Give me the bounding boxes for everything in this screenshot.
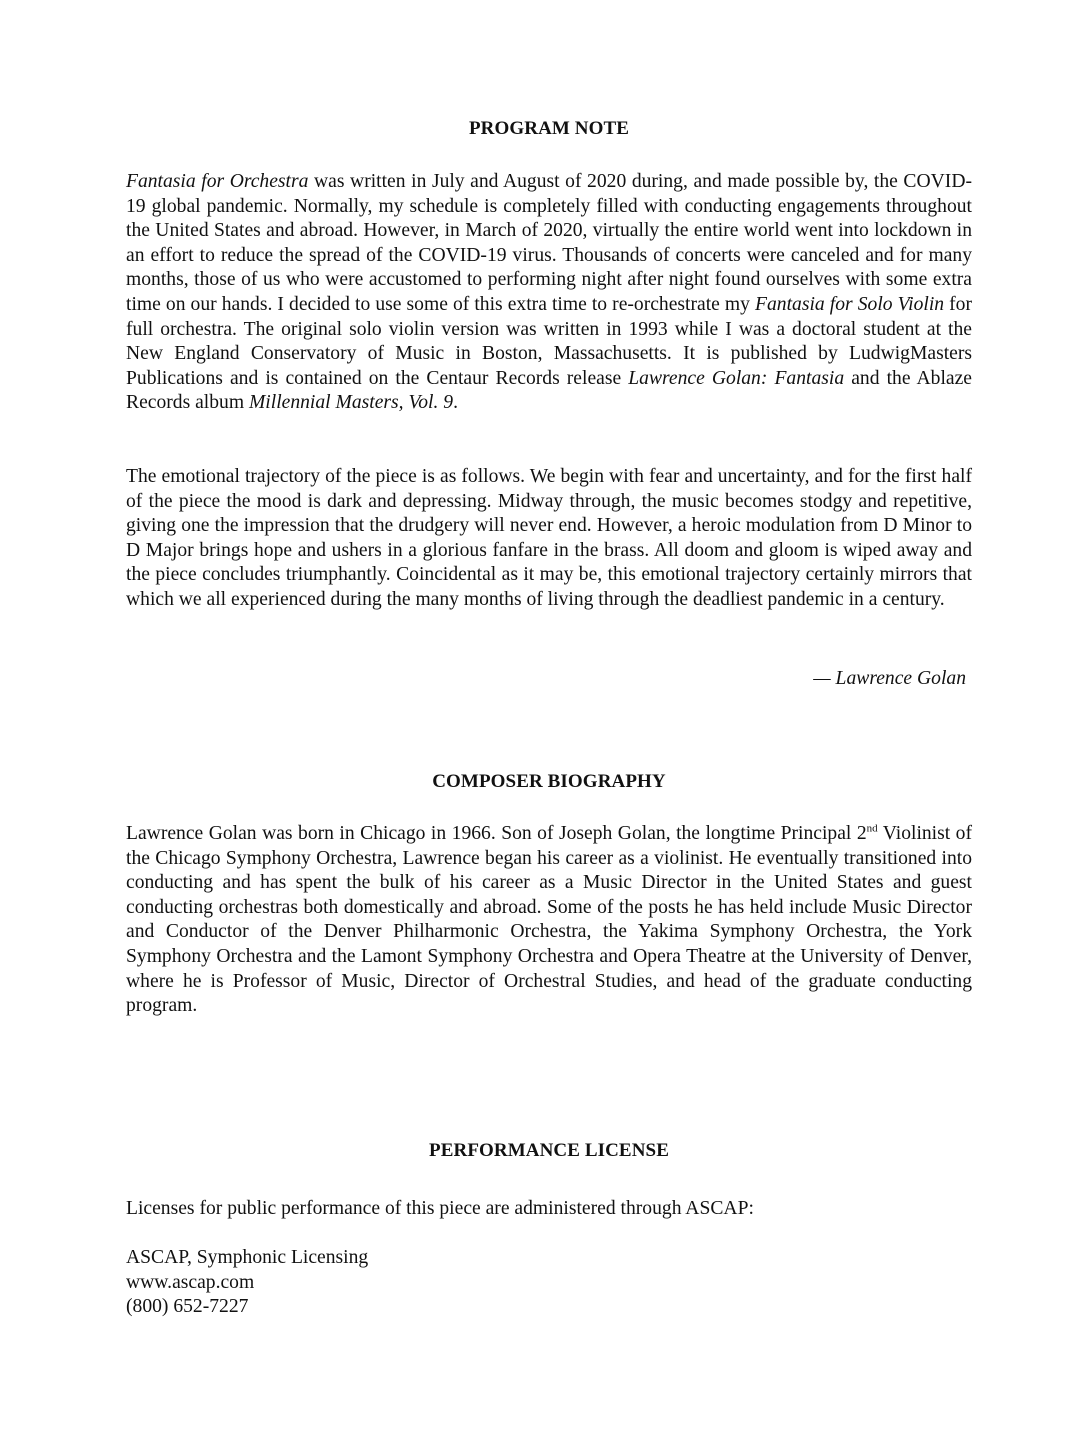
album-1-italic: Lawrence Golan: Fantasia — [628, 367, 845, 389]
license-website: www.ascap.com — [126, 1271, 255, 1293]
license-phone: (800) 652-7227 — [126, 1296, 249, 1318]
bio-text-b: Violinist of the Chicago Symphony Orchestra, Lawrence began his career as a violinist. He eventually transitioned into conducting and has spent the bulk of his career as a Music Director in the United States and guest conducting orchestras both domestically and abroad. Some of the posts he has held include Music Director and Conductor of the Denver Philharmonic Orchestra, the Yakima Symphony Orchestra, the York Symphony Orchestra and the Lamont Symphony Orchestra and Opera Theatre at the University of Denver, where he is Professor of Music, Director of Orchestral Studies, and head of the graduate conducting program. — [126, 823, 972, 1017]
biography-paragraph — [126, 822, 972, 1019]
biography-heading: COMPOSER BIOGRAPHY — [432, 771, 666, 792]
program-note-paragraph-1 — [126, 170, 972, 416]
license-intro: Licenses for public performance of this piece are administered through ASCAP: — [126, 1198, 754, 1219]
program-note-heading: PROGRAM NOTE — [468, 118, 630, 139]
p1-text-c: and the Ablaze Records album — [126, 367, 972, 414]
ordinal-number: 2 — [856, 823, 867, 844]
p1-text-d: . — [453, 392, 458, 414]
license-contact — [126, 1246, 972, 1320]
signature: — Lawrence Golan — [813, 668, 966, 689]
album-2-italic: Millennial Masters, Vol. 9 — [248, 392, 454, 414]
program-note-paragraph-2: The emotional trajectory of the piece is as follows. We begin with fear and uncertainty, and for the first half of the piece the mood is dark and depressing. Midway through, the music becomes stodgy and repetitive, giving one the impression that the drudgery will never end. However, a heroic modulation from D Minor to D Major brings hope and ushers in a glorious fanfare in the brass. All doom and gloom is wiped away and the piece concludes triumphantly. Coincidental as it may be, this emotional trajectory certainly mirrors that which we all experienced during the many months of living through the deadliest pandemic in a century. — [126, 466, 972, 610]
document-page — [126, 0, 972, 1440]
license-org: ASCAP, Symphonic Licensing — [126, 1247, 369, 1268]
license-heading: PERFORMANCE LICENSE — [429, 1140, 669, 1161]
ordinal-suffix: nd — [866, 822, 878, 835]
p1-text-b: for full orchestra. The original solo violin version was written in 1993 while I was a doctoral student at the New England Conservatory of Music in Boston, Massachusetts. It is published by LudwigMasters Publications and is contained on the Centaur Records release — [126, 293, 972, 389]
work-title-italic: Fantasia for Solo Violin — [755, 293, 945, 315]
p1-text-a: was written in July and August of 2020 during, and made possible by, the COVID-19 global pandemic. Normally, my schedule is completely filled with conducting engagements throughout the United States and abroad. However, in March of 2020, virtually the entire world went into lockdown in an effort to reduce the spread of the COVID-19 virus. Thousands of concerts were canceled and for many months, those of us who were accustomed to performing night after night found ourselves with some extra time on our hands. I decided to use some of this extra time to re-orchestrate my — [126, 171, 973, 315]
title-italic: Fantasia for Orchestra — [126, 171, 309, 192]
bio-text-a: Lawrence Golan was born in Chicago in 1966. Son of Joseph Golan, the longtime Principal — [126, 823, 857, 844]
